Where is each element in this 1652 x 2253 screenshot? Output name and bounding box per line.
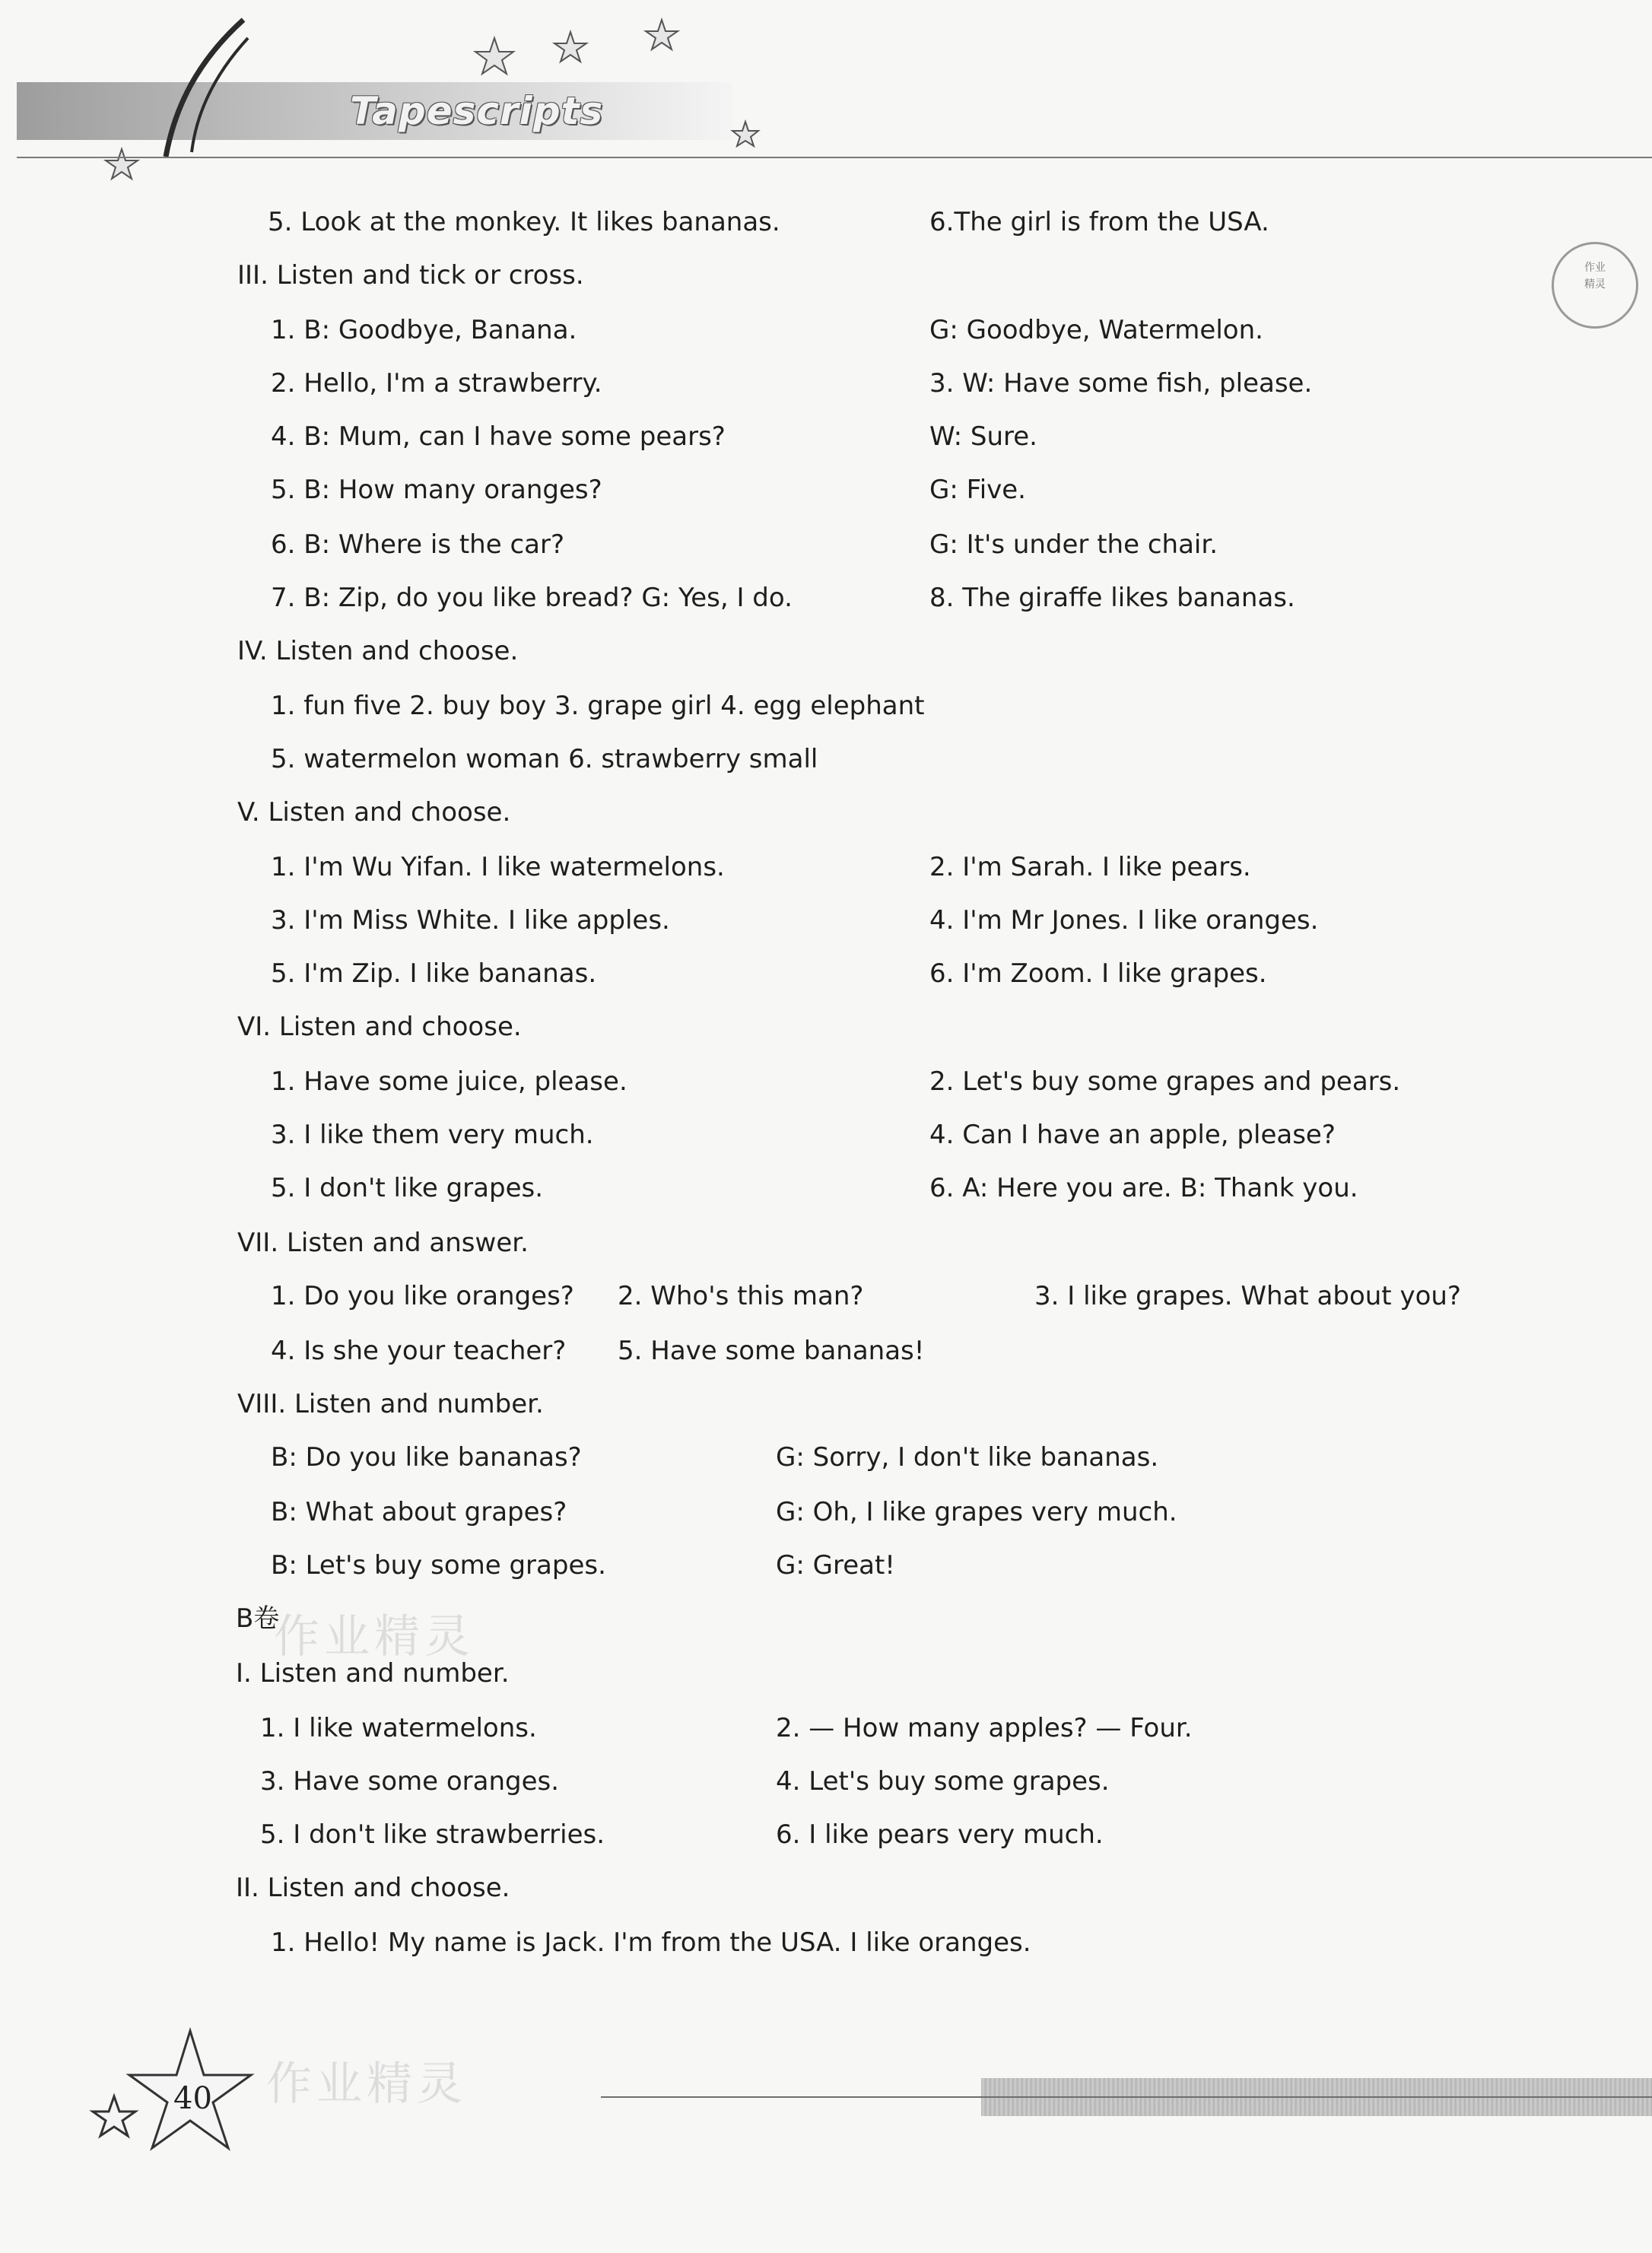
line-text: 5. Look at the monkey. It likes bananas. <box>268 207 780 237</box>
line-text: 6. B: Where is the car? <box>271 529 565 560</box>
line-text: 5. I don't like strawberries. <box>260 1819 605 1850</box>
line-text: 5. Have some bananas! <box>618 1336 925 1366</box>
section-heading: I. Listen and number. <box>236 1658 510 1689</box>
line-text: 5. I don't like grapes. <box>271 1173 544 1203</box>
section-heading: VII. Listen and answer. <box>237 1228 529 1258</box>
line-text: 2. Hello, I'm a strawberry. <box>271 368 602 399</box>
footer-rule <box>601 2096 1652 2098</box>
line-text: W: Sure. <box>929 421 1037 452</box>
line-text: B: What about grapes? <box>271 1497 567 1527</box>
line-text: 1. Have some juice, please. <box>271 1066 627 1097</box>
line-text: 1. I like watermelons. <box>260 1713 537 1743</box>
line-text: 7. B: Zip, do you like bread? G: Yes, I do. <box>271 583 793 613</box>
line-text: 6. A: Here you are. B: Thank you. <box>929 1173 1358 1203</box>
line-text: 3. I'm Miss White. I like apples. <box>271 905 670 936</box>
line-text: G: Oh, I like grapes very much. <box>776 1497 1177 1527</box>
line-text: 3. Have some oranges. <box>260 1766 560 1797</box>
line-text: G: Great! <box>776 1550 895 1581</box>
line-text: 8. The giraffe likes bananas. <box>929 583 1295 613</box>
section-heading: IV. Listen and choose. <box>237 636 519 666</box>
feather-swoosh-icon <box>152 15 259 160</box>
line-text: 1. B: Goodbye, Banana. <box>271 315 577 345</box>
section-heading: II. Listen and choose. <box>236 1873 510 1903</box>
line-text: 4. I'm Mr Jones. I like oranges. <box>929 905 1319 936</box>
decorative-stars-icon <box>456 15 776 160</box>
line-text: 2. I'm Sarah. I like pears. <box>929 852 1251 882</box>
header-rule <box>17 157 1652 158</box>
watermark: 作业精灵 <box>266 2058 467 2111</box>
line-text: 5. I'm Zip. I like bananas. <box>271 958 597 989</box>
line-text: 2. Let's buy some grapes and pears. <box>929 1066 1401 1097</box>
line-text: 6. I'm Zoom. I like grapes. <box>929 958 1267 989</box>
line-text: 2. — How many apples? — Four. <box>776 1713 1193 1743</box>
page-number: 40 <box>173 2081 212 2116</box>
watermark: 作业精灵 <box>274 1610 475 1664</box>
line-text: 1. Hello! My name is Jack. I'm from the USA. I like oranges. <box>271 1927 1031 1958</box>
line-text: B: Do you like bananas? <box>271 1442 582 1473</box>
line-text: G: Goodbye, Watermelon. <box>929 315 1263 345</box>
line-text: 4. Can I have an apple, please? <box>929 1120 1336 1150</box>
line-text: 1. Do you like oranges? <box>271 1281 574 1311</box>
stamp-seal: 作业 精灵 <box>1552 242 1638 329</box>
line-text: 3. I like them very much. <box>271 1120 594 1150</box>
line-text: B: Let's buy some grapes. <box>271 1550 606 1581</box>
line-text: 1. fun five 2. buy boy 3. grape girl 4. egg elephant <box>271 691 925 721</box>
section-heading: VIII. Listen and number. <box>237 1389 544 1419</box>
line-text: 1. I'm Wu Yifan. I like watermelons. <box>271 852 725 882</box>
line-text: 4. Let's buy some grapes. <box>776 1766 1110 1797</box>
section-heading: III. Listen and tick or cross. <box>237 260 584 291</box>
line-text: 2. Who's this man? <box>618 1281 864 1311</box>
line-text: G: It's under the chair. <box>929 529 1218 560</box>
line-text: 6. I like pears very much. <box>776 1819 1104 1850</box>
part-heading: B卷 <box>236 1603 280 1634</box>
line-text: 4. B: Mum, can I have some pears? <box>271 421 726 452</box>
line-text: 3. I like grapes. What about you? <box>1034 1281 1461 1311</box>
line-text: 3. W: Have some fish, please. <box>929 368 1313 399</box>
line-text: 6.The girl is from the USA. <box>929 207 1269 237</box>
line-text: 5. B: How many oranges? <box>271 475 602 505</box>
page-title: Tapescripts <box>350 89 604 133</box>
line-text: 5. watermelon woman 6. strawberry small <box>271 744 818 774</box>
section-heading: VI. Listen and choose. <box>237 1012 522 1042</box>
small-star-icon <box>99 145 145 190</box>
line-text: 4. Is she your teacher? <box>271 1336 567 1366</box>
line-text: G: Sorry, I don't like bananas. <box>776 1442 1159 1473</box>
section-heading: V. Listen and choose. <box>237 797 511 828</box>
line-text: G: Five. <box>929 475 1026 505</box>
